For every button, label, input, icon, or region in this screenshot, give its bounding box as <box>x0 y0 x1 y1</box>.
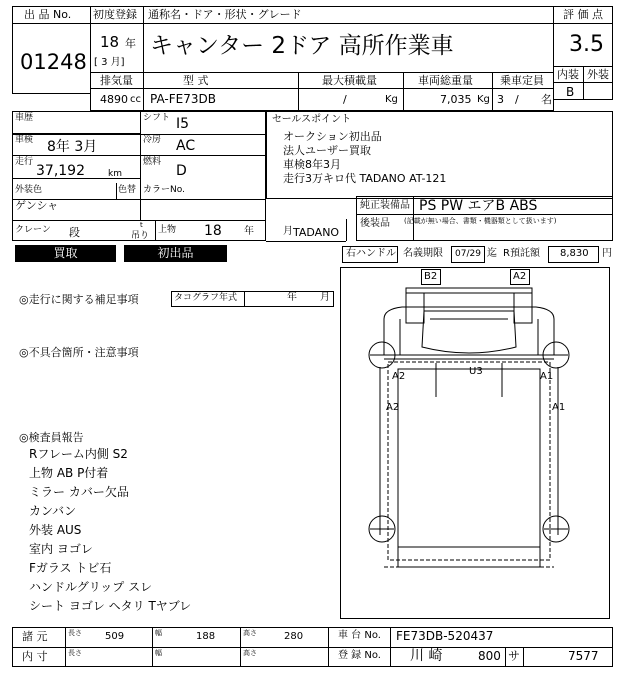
plate-kana: サ <box>508 649 521 663</box>
height-value: 280 <box>284 631 304 642</box>
height-label: 高さ <box>243 629 257 637</box>
diagram-mark: B2 <box>424 271 438 282</box>
boom-label: 上物 <box>158 225 177 235</box>
sales-point-line: 法人ユーザー買取 <box>283 144 371 157</box>
rating-label: 評 価 点 <box>563 8 603 21</box>
buy-badge: 買取 <box>15 245 116 262</box>
plate-label: 登 録 No. <box>338 650 381 661</box>
exterior-label: 外装 <box>587 68 609 81</box>
diagram-mark: A2 <box>513 271 527 282</box>
lot-number: 01248 <box>20 50 87 74</box>
dims-label: 諸 元 <box>22 630 48 643</box>
capacity-label: 乗車定員 <box>500 74 544 87</box>
retrofit-label: 後装品 <box>360 218 390 229</box>
length-value: 509 <box>105 631 125 642</box>
crane-label: クレーン <box>15 225 51 235</box>
boom-month-unit: 月 <box>283 226 293 237</box>
inspector-line: 室内 ヨゴレ <box>29 542 93 556</box>
sales-point-line: 車検8年3月 <box>283 158 341 171</box>
inner-dims-label: 内 寸 <box>22 650 48 663</box>
model-label: 型 式 <box>183 74 209 87</box>
inner-width-label: 幅 <box>155 649 162 657</box>
interior-label: 内装 <box>557 68 579 81</box>
truck-diagram <box>340 267 610 619</box>
ac-value: AC <box>176 138 196 154</box>
fuel-label: 燃料 <box>143 157 162 167</box>
boom-year: 18 <box>204 223 222 239</box>
tachograph-label: タコグラフ年式 <box>174 293 238 303</box>
inner-length-label: 長さ <box>68 649 82 657</box>
chassis-label: 車 台 No. <box>338 630 381 641</box>
recycle-label: R預託額 <box>503 248 540 259</box>
mileage-unit: km <box>108 169 122 179</box>
rating-value: 3.5 <box>569 32 604 57</box>
interior-grade: B <box>566 85 575 99</box>
width-value: 188 <box>196 631 216 642</box>
chassis-value: FE73DB-520437 <box>396 629 494 643</box>
inner-height-label: 高さ <box>243 649 257 657</box>
inspection-label: 車検 <box>15 135 34 145</box>
shift-value: I5 <box>176 116 190 132</box>
diagram-mark: A2 <box>392 371 406 382</box>
inspector-line: ミラー カバー欠品 <box>29 485 129 499</box>
crane-stage: 段 <box>69 226 80 239</box>
diagram-mark: A1 <box>552 402 566 413</box>
diagram-mark: A2 <box>386 402 400 413</box>
sales-points-label: セールスポイント <box>272 114 352 125</box>
displacement-unit: cc <box>130 94 141 105</box>
max-load-label: 最大積載量 <box>322 74 377 87</box>
equipment-label: 純正装備品 <box>360 200 410 211</box>
capacity-unit: 名 <box>541 93 552 106</box>
retrofit-note: (記載が無い場合、書類・機器類として扱います) <box>404 217 557 225</box>
recycle-amount: 8,830 <box>560 248 589 259</box>
first-reg-year-unit: 年 <box>125 37 136 50</box>
first-reg-year: 18 <box>100 33 120 51</box>
inspector-line: Fガラス トビ石 <box>29 561 112 575</box>
sales-point-line: 走行3万キロ代 TADANO AT-121 <box>283 172 447 185</box>
inspector-line: Rフレーム内側 S2 <box>29 447 128 461</box>
crane-ton-label: 吊り <box>131 231 150 241</box>
inspector-label: ◎検査員報告 <box>19 431 84 444</box>
model-value: PA-FE73DB <box>150 92 216 106</box>
diagram-mark: A1 <box>540 371 554 382</box>
driving-notes-label: ◎走行に関する補足事項 <box>19 293 139 306</box>
period-label: 名義期限 <box>403 248 443 259</box>
color-no-label: カラーNo. <box>143 185 185 195</box>
color-change-label: 色替 <box>118 185 137 195</box>
displacement-label: 排気量 <box>100 74 133 87</box>
inspector-line: カンバン <box>29 504 77 518</box>
capacity-value: 3 <box>497 93 504 106</box>
fuel-value: D <box>176 163 187 179</box>
diagram-mark: U3 <box>469 366 483 377</box>
defects-label: ◎不具合箇所・注意事項 <box>19 346 139 359</box>
period-until: 迄 <box>487 248 497 259</box>
ac-label: 冷房 <box>143 135 162 145</box>
capacity-sep: / <box>515 93 519 106</box>
tachograph-month-unit: 月 <box>320 292 330 303</box>
vehicle-name-label: 通称名・ドア・形状・グレード <box>148 8 302 21</box>
history-label: 車歴 <box>15 113 34 123</box>
ext-color-label: 外装色 <box>15 185 43 195</box>
mileage-value: 37,192 <box>36 163 85 179</box>
period-value: 07/29 <box>455 249 481 259</box>
handle-value: 右ハンドル <box>346 248 396 259</box>
inspector-line: 上物 AB P付着 <box>29 466 109 480</box>
boom-maker: TADANO <box>293 226 340 239</box>
plate-number: 7577 <box>568 649 599 663</box>
first-reg-label: 初度登録 <box>93 8 137 21</box>
inspector-line: ハンドルグリップ スレ <box>29 580 153 594</box>
inspection-value: 8年 3月 <box>47 139 98 155</box>
length-label: 長さ <box>68 629 82 637</box>
plate-class: 800 <box>478 649 501 663</box>
inspector-line: シート ヨゴレ ヘタリ Tヤブレ <box>29 599 192 613</box>
tachograph-year-unit: 年 <box>287 292 297 303</box>
first-reg-month: [ 3 月] <box>94 57 125 68</box>
gross-weight-unit: Kg <box>477 94 490 105</box>
max-load-unit: Kg <box>385 94 398 105</box>
ext-color-value: ゲンシャ <box>15 199 59 212</box>
plate-region: 川 崎 <box>410 648 443 664</box>
mileage-label: 走行 <box>15 157 34 167</box>
recycle-unit: 円 <box>602 248 612 259</box>
first-listing-badge: 初出品 <box>124 245 227 262</box>
width-label: 幅 <box>155 629 162 637</box>
inspector-line: 外装 AUS <box>29 523 82 537</box>
sales-point-line: オークション初出品 <box>283 130 382 143</box>
displacement-value: 4890 <box>100 93 128 106</box>
crane-ton-unit: t <box>140 221 143 229</box>
lot-label: 出 品 No. <box>24 8 72 21</box>
shift-label: シフト <box>143 113 171 123</box>
vehicle-name: キャンター 2ドア 高所作業車 <box>150 33 454 59</box>
gross-weight-value: 7,035 <box>440 93 472 106</box>
equipment-value: PS PW エアB ABS <box>419 198 538 214</box>
gross-weight-label: 車両総重量 <box>418 74 473 87</box>
max-load-value: / <box>343 93 347 106</box>
boom-year-unit: 年 <box>244 226 254 237</box>
